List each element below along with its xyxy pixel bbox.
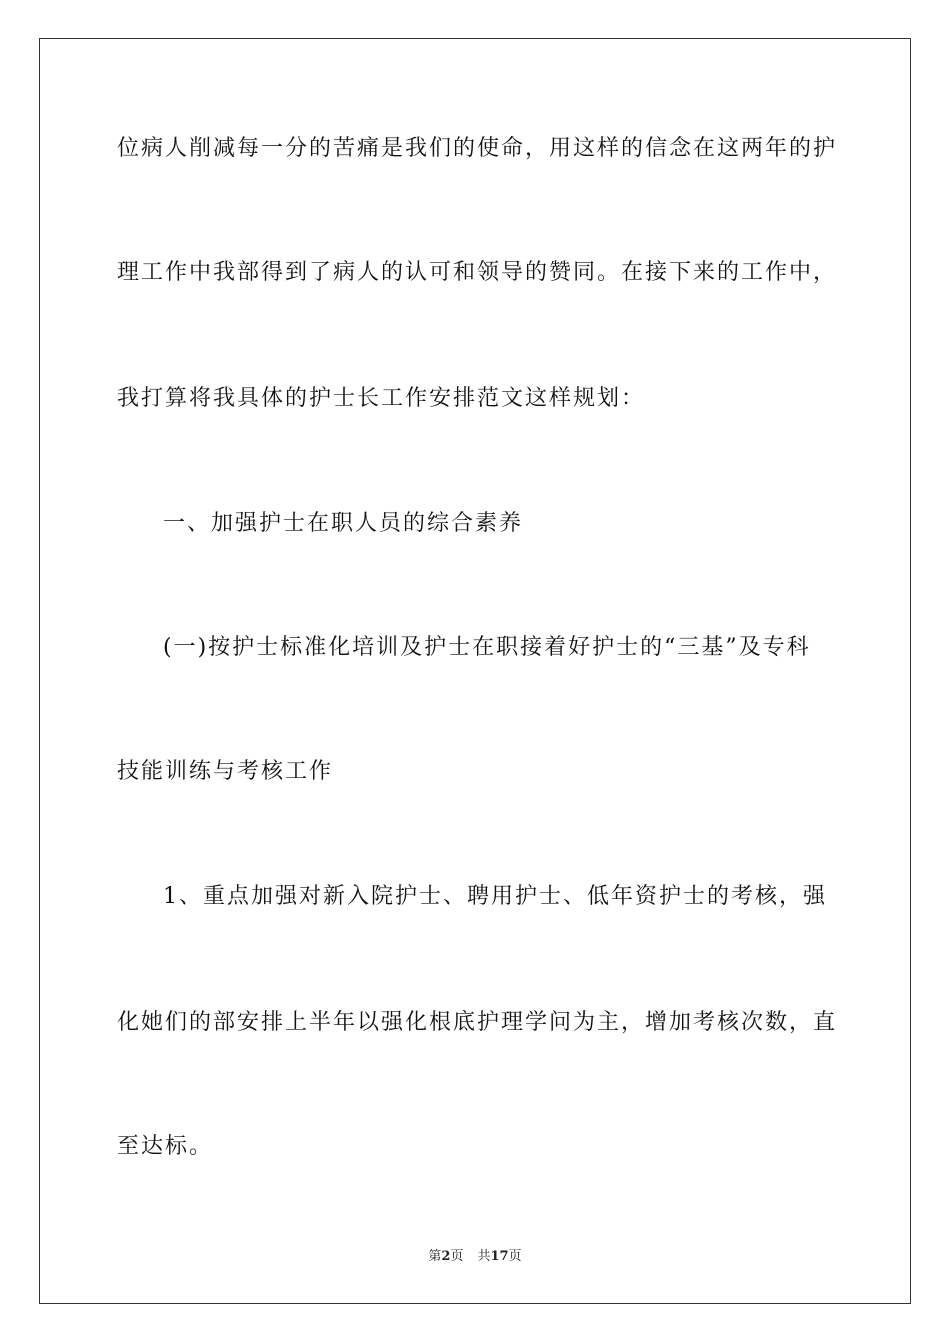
total-suffix: 页 <box>508 1249 522 1264</box>
page-footer <box>0 1249 950 1265</box>
body-text-line: 至达标。 <box>117 1134 214 1159</box>
page-suffix: 页 <box>450 1249 464 1264</box>
body-text-line: 技能训练与考核工作 <box>117 759 334 784</box>
page-prefix: 第 <box>428 1249 442 1264</box>
body-text-line: 我打算将我具体的护士长工作安排范文这样规划： <box>117 386 646 411</box>
body-text-line: 理工作中我部得到了病人的认可和领导的赞同。在接下来的工作中， <box>117 260 838 285</box>
total-pages: 17 <box>490 1249 509 1264</box>
page-number: 2 <box>441 1249 451 1264</box>
body-text-line: 位病人削减每一分的苦痛是我们的使命，用这样的信念在这两年的护 <box>117 136 838 161</box>
body-text-line: 化她们的部安排上半年以强化根底护理学问为主，增加考核次数，直 <box>117 1010 838 1035</box>
total-prefix: 共 <box>477 1249 491 1264</box>
section-heading: 一、加强护士在职人员的综合素养 <box>163 511 524 536</box>
page-frame <box>39 38 911 1304</box>
subsection-heading: (一)按护士标准化培训及护士在职接着好护士的“三基”及专科 <box>163 635 811 660</box>
list-item-text: 1、重点加强对新入院护士、聘用护士、低年资护士的考核，强 <box>163 884 827 909</box>
